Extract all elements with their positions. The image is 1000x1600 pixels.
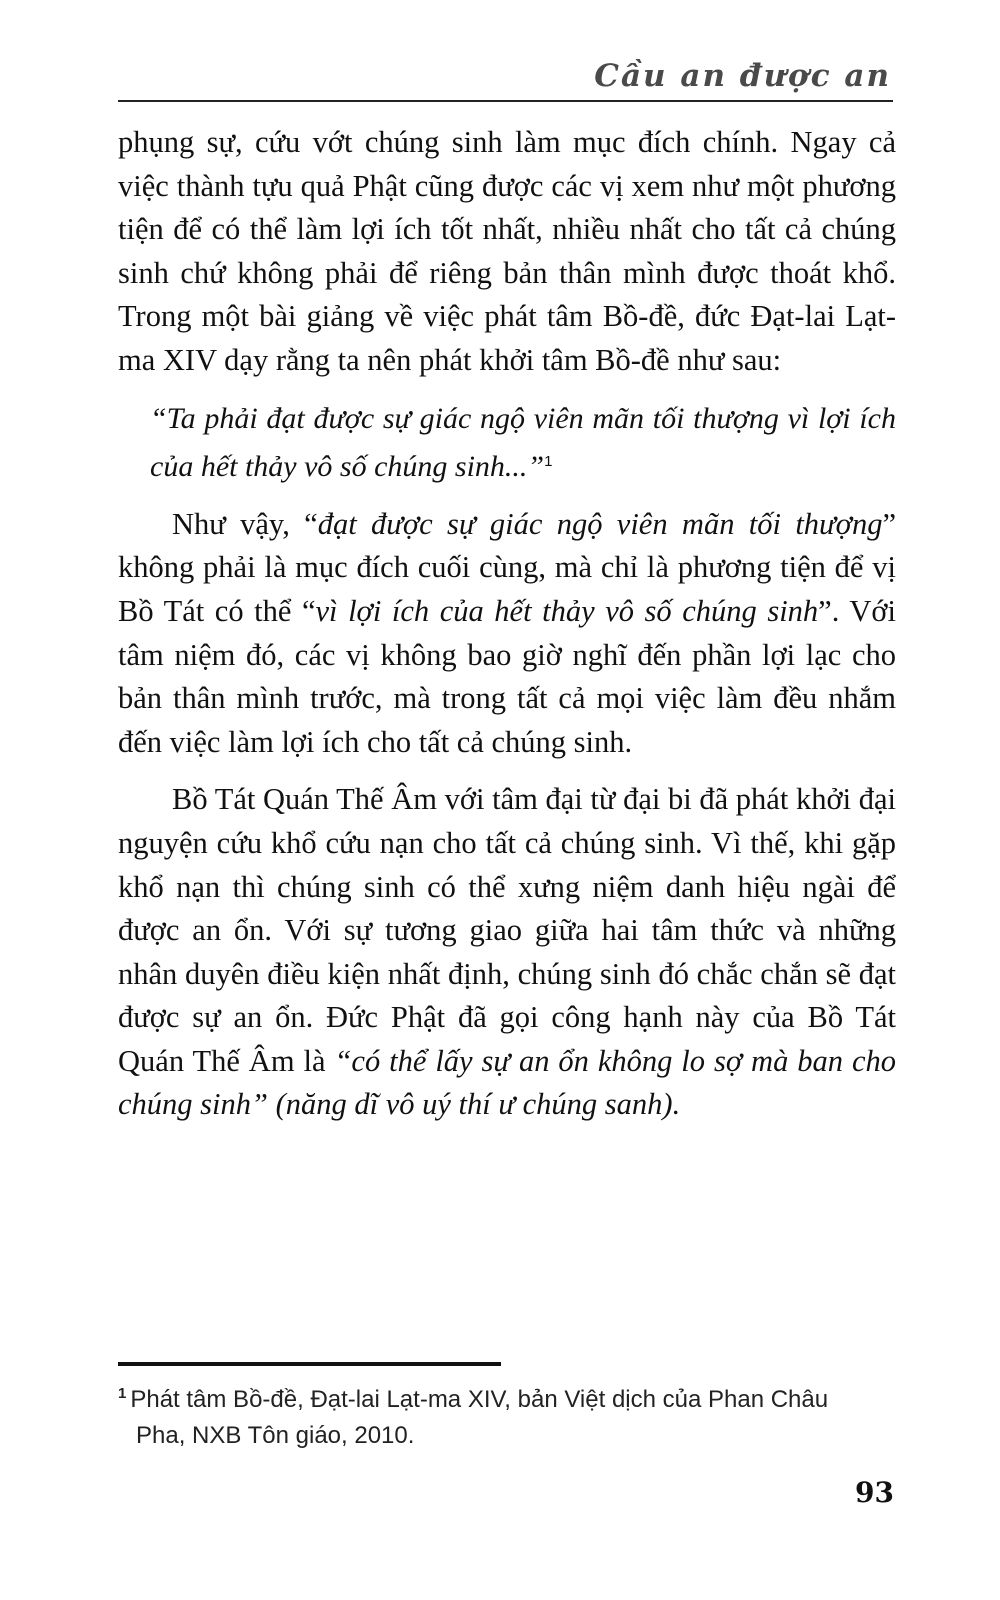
- italic-run: vì lợi ích của hết thảy vô số chúng sinh: [315, 593, 819, 628]
- footnote-line-2: Pha, NXB Tôn giáo, 2010.: [136, 1422, 415, 1449]
- footnote: [118, 1376, 908, 1454]
- footnote-divider: [118, 1362, 501, 1366]
- running-header: [118, 52, 893, 102]
- footnote-line-1: Phát tâm Bồ-đề, Đạt-lai Lạt-ma XIV, bản Việt dịch của Phan Châu: [130, 1386, 829, 1413]
- footnote-ref: 1: [544, 453, 553, 471]
- chapter-title: Cầu an được an: [594, 58, 891, 94]
- text-run: Bồ Tát Quán Thế Âm với tâm đại từ đại bi đã phát khởi đại nguyện cứu khổ cứu nạn cho tất cả chúng sinh. Vì thế, khi gặp khổ nạn thì chúng sinh có thể xưng niệm danh hiệu ngài để được an ổn. Với sự tương giao giữa hai tâm thức và những nhân duyên điều kiện nhất định, chúng sinh đó chắc chắn sẽ đạt được sự an ổn. Đức Phật đã gọi công hạnh này của Bồ Tát Quán Thế Âm là: [118, 782, 896, 1078]
- text-run: ” không phải là mục đích cuối cùng, mà chỉ là phương tiện để vị Bồ Tát có thể “: [118, 506, 896, 628]
- main-text: [118, 121, 896, 1127]
- text-run: ”. Với tâm niệm đó, các vị không bao giờ nghĩ đến phần lợi lạc cho bản thân mình trước, mà trong tất cả mọi việc làm đều nhắm đến việc làm lợi ích cho tất cả chúng sinh.: [118, 593, 896, 759]
- italic-run: đạt được sự giác ngộ viên mãn tối thượng: [317, 506, 883, 541]
- paragraph-3: [118, 778, 896, 1127]
- italic-run: “có thể lấy sự an ổn không lo sợ mà ban cho chúng sinh” (năng dĩ vô uý thí ư chúng sanh).: [118, 1043, 896, 1122]
- footnote-marker: 1: [118, 1385, 127, 1402]
- page-number: 93: [855, 1476, 894, 1509]
- paragraph-2: [118, 503, 896, 765]
- block-quote: [150, 397, 896, 489]
- paragraph-1: phụng sự, cứu vớt chúng sinh làm mục đích chính. Ngay cả việc thành tựu quả Phật cũng được các vị xem như một phương tiện để có thể làm lợi ích tốt nhất, nhiều nhất cho tất cả chúng sinh chứ không phải để riêng bản thân mình được thoát khổ. Trong một bài giảng về việc phát tâm Bồ-đề, đức Đạt-lai Lạt-ma XIV dạy rằng ta nên phát khởi tâm Bồ-đề như sau:: [118, 125, 896, 377]
- quote-text: “Ta phải đạt được sự giác ngộ viên mãn tối thượng vì lợi ích của hết thảy vô số chúng sinh...”: [150, 401, 896, 484]
- text-run: Như vậy, “: [172, 506, 318, 541]
